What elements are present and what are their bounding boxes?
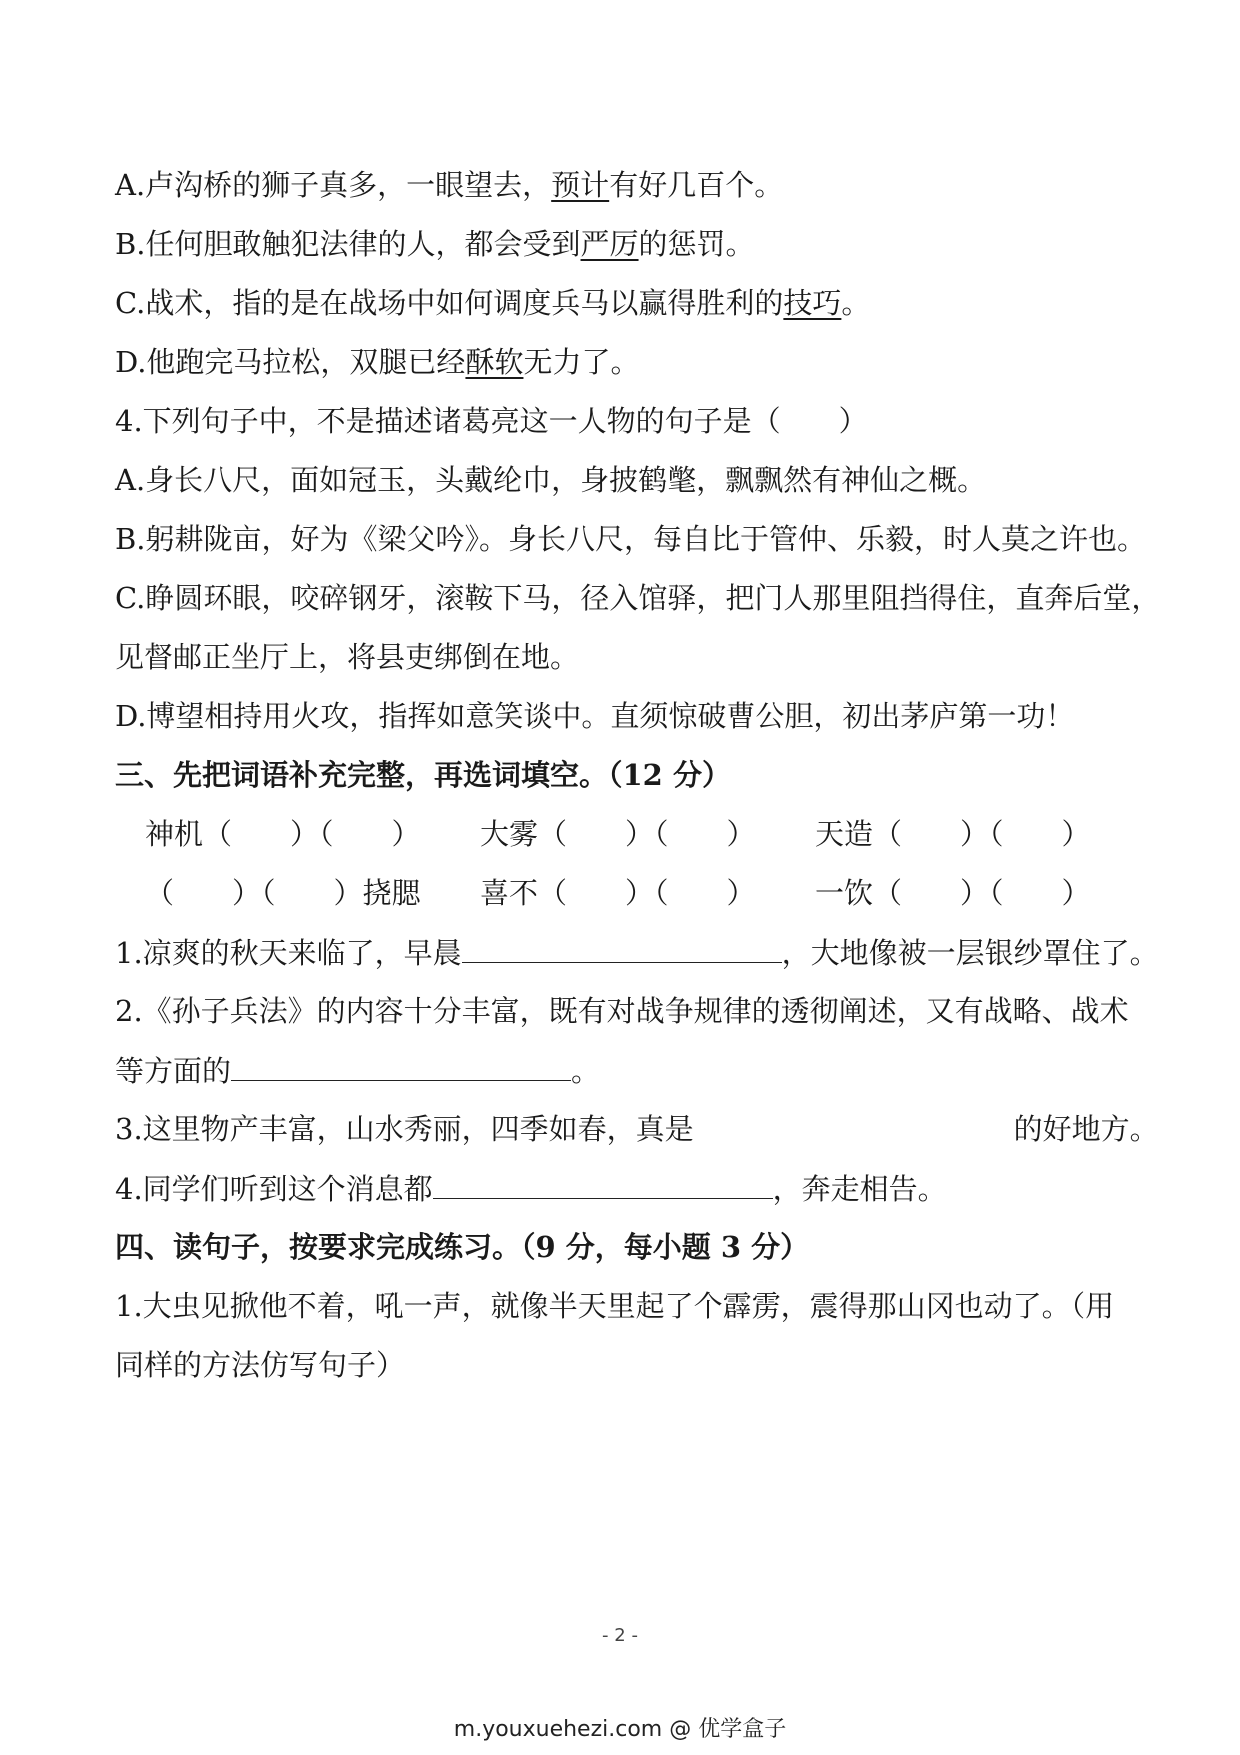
page-number: - 2 - [602,1625,638,1646]
word-blank-6: 一饮（ ）（ ） [815,876,1091,910]
option-text: D.他跑完马拉松，双腿已经 [115,345,466,379]
word-blank-3: 天造（ ）（ ） [815,817,1091,851]
option-text: 。 [841,286,871,320]
sentence-text: 等方面的 [115,1054,232,1088]
q4-option-a: A.身长八尺，面如冠玉，头戴纶巾，身披鹤氅，飘飘然有神仙之概。 [115,463,987,497]
option-text: 无力了。 [523,345,640,379]
word-blank-5: 喜不（ ）（ ） [480,876,756,910]
option-text: A.卢沟桥的狮子真多，一眼望去， [115,168,552,202]
fill-sentence-1 [115,932,1159,973]
underlined-word: 预计 [551,168,610,202]
q4-option-b: B.躬耕陇亩，好为《梁父吟》。身长八尺，每自比于管仲、乐毅，时人莫之许也。 [115,522,1147,556]
q3-option-b [115,224,1130,264]
sentence-text: 3.这里物产丰富，山水秀丽，四季如春，真是 [115,1112,694,1146]
q3-option-a [115,165,1130,205]
underlined-word: 严厉 [580,227,639,261]
section4-q1-line1: 1.大虫见掀他不着，吼一声，就像半天里起了个霹雳，震得那山冈也动了。（用 [115,1289,1115,1323]
sentence-text: 。 [571,1054,601,1088]
option-text: B.任何胆敢触犯法律的人，都会受到 [115,227,581,261]
word-blank-2: 大雾（ ）（ ） [480,817,756,851]
q4-option-c-line2: 见督邮正坐厅上，将县吏绑倒在地。 [115,640,580,674]
underlined-word: 技巧 [783,286,842,320]
option-text: 有好几百个。 [609,168,784,202]
option-text: 的惩罚。 [638,227,755,261]
section4-q1-line2: 同样的方法仿写句子） [115,1348,406,1382]
fill-sentence-4 [115,1168,1130,1209]
footer-watermark: m.youxuehezi.com @ 优学盒子 [453,1717,787,1742]
q3-option-d [115,342,1130,382]
sentence-text: ，奔走相告。 [772,1172,947,1206]
underlined-word: 酥软 [465,345,524,379]
word-blank-1: 神机（ ）（ ） [145,817,421,851]
sentence-text: ，大地像被一层银纱罩住了。 [781,936,1159,970]
q4-option-c-line1: C.睁圆环眼，咬碎钢牙，滚鞍下马，径入馆驿，把门人那里阻挡得住，直奔后堂， [115,581,1161,615]
q4-option-d: D.博望相持用火攻，指挥如意笑谈中。直须惊破曹公胆，初出茅庐第一功！ [115,699,1075,733]
option-text: C.战术，指的是在战场中如何调度兵马以赢得胜利的 [115,286,784,320]
fill-sentence-3 [115,1109,1159,1149]
sentence-text: 1.凉爽的秋天来临了，早晨 [115,936,462,970]
section3-title: 三、先把词语补充完整，再选词填空。（12 分） [115,758,731,792]
fill-sentence-2-line2 [115,1050,1130,1091]
sentence-text: 的好地方。 [1013,1112,1159,1146]
sentence-text: 4.同学们听到这个消息都 [115,1172,433,1206]
answer-blank[interactable] [433,1168,773,1199]
fill-sentence-2-line1: 2.《孙子兵法》的内容十分丰富，既有对战争规律的透彻阐述，又有战略、战术 [115,994,1129,1028]
q4-stem: 4.下列句子中，不是描述诸葛亮这一人物的句子是（ ） [115,404,868,438]
answer-blank[interactable] [462,932,782,963]
word-blank-4: （ ）（ ）挠腮 [145,876,421,910]
q3-option-c [115,283,1130,323]
section4-title: 四、读句子，按要求完成练习。（9 分，每小题 3 分） [115,1230,810,1264]
answer-blank[interactable] [231,1050,571,1081]
